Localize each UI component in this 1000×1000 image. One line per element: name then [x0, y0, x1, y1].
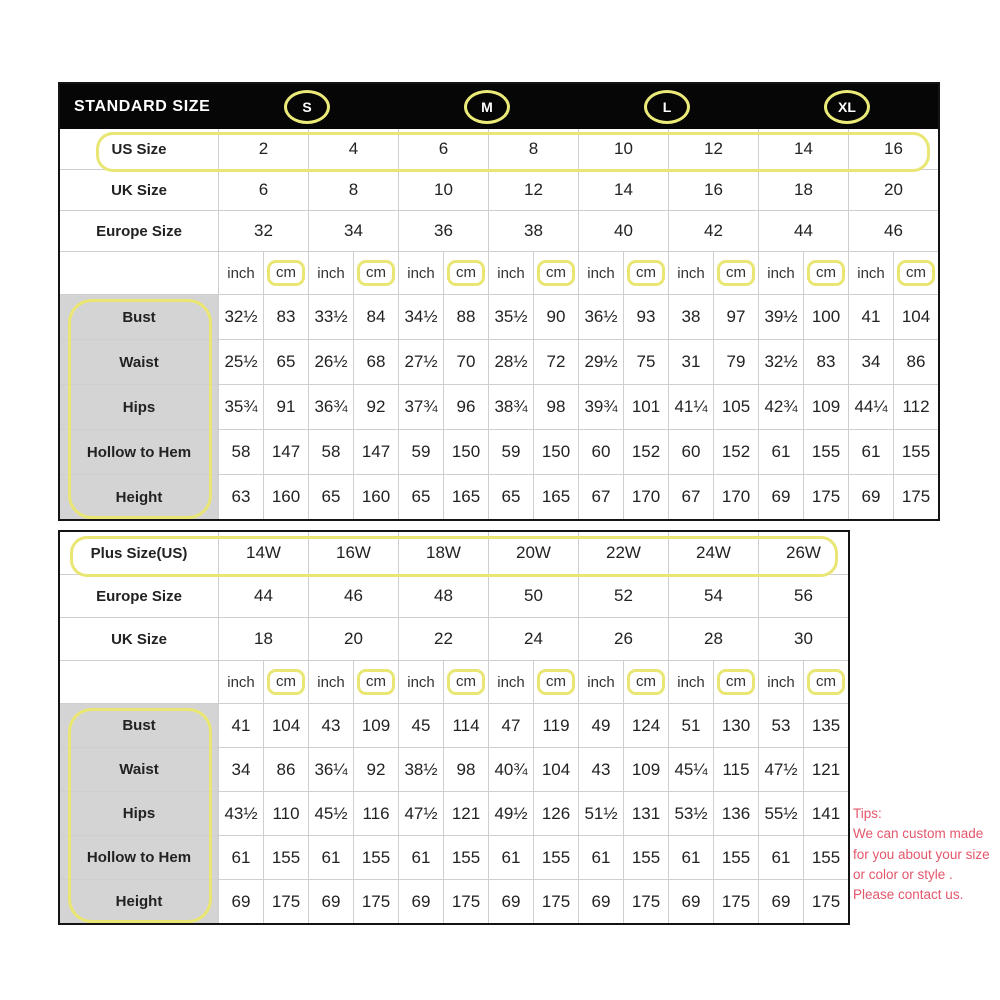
size-group-oval-s: S — [284, 90, 330, 124]
measure-value: 43½ — [219, 792, 263, 835]
size-value: 14W — [219, 532, 308, 574]
tips-title: Tips: — [853, 806, 882, 821]
size-row-label: US Size — [60, 129, 218, 169]
measure-value: 61 — [849, 430, 893, 474]
cm-unit-cell — [534, 252, 578, 294]
cm-highlight-badge: cm — [357, 669, 395, 695]
tips-line: or color or style . — [853, 866, 953, 882]
cm-unit-cell — [804, 661, 848, 703]
size-value: 20 — [849, 170, 938, 210]
measure-value: 69 — [399, 880, 443, 923]
measure-value: 175 — [624, 880, 668, 923]
measure-value: 86 — [894, 340, 938, 384]
measure-value: 86 — [264, 748, 308, 791]
measure-value: 53½ — [669, 792, 713, 835]
measure-value: 45¼ — [669, 748, 713, 791]
size-value: 48 — [399, 575, 488, 617]
inch-unit-cell: inch — [579, 252, 623, 294]
measure-value: 49½ — [489, 792, 533, 835]
measure-value: 155 — [624, 836, 668, 879]
cm-highlight-badge: cm — [627, 260, 665, 286]
cm-unit-cell — [624, 661, 668, 703]
measure-value: 124 — [624, 704, 668, 747]
cm-highlight-badge: cm — [627, 669, 665, 695]
size-value: 28 — [669, 618, 758, 660]
size-value: 26W — [759, 532, 848, 574]
measure-value: 69 — [579, 880, 623, 923]
size-value: 16 — [669, 170, 758, 210]
measure-value: 69 — [759, 475, 803, 519]
measure-row-label: Waist — [60, 340, 218, 384]
measure-value: 34 — [219, 748, 263, 791]
measure-value: 43 — [579, 748, 623, 791]
measure-value: 59 — [489, 430, 533, 474]
cm-highlight-badge: cm — [897, 260, 935, 286]
measure-value: 126 — [534, 792, 578, 835]
measure-value: 92 — [354, 748, 398, 791]
size-value: 32 — [219, 211, 308, 251]
inch-unit-cell: inch — [579, 661, 623, 703]
measure-value: 104 — [534, 748, 578, 791]
measure-value: 114 — [444, 704, 488, 747]
measure-value: 150 — [534, 430, 578, 474]
cm-highlight-badge: cm — [807, 669, 845, 695]
tips-line: for you about your size — [853, 846, 990, 862]
size-row-label: UK Size — [60, 618, 218, 660]
size-value: 54 — [669, 575, 758, 617]
measure-value: 45 — [399, 704, 443, 747]
size-value: 38 — [489, 211, 578, 251]
size-value: 16 — [849, 129, 938, 169]
size-row-label: Europe Size — [60, 575, 218, 617]
tips-line: Please contact us. — [853, 887, 964, 902]
measure-row-label: Height — [60, 880, 218, 923]
cm-highlight-badge: cm — [267, 669, 305, 695]
measure-row-label: Hips — [60, 792, 218, 835]
cm-highlight-badge: cm — [267, 260, 305, 286]
standard-size-title: STANDARD SIZE — [74, 97, 211, 115]
measure-value: 175 — [714, 880, 758, 923]
cm-unit-cell — [444, 661, 488, 703]
measure-value: 34½ — [399, 295, 443, 339]
inch-unit-cell: inch — [219, 661, 263, 703]
size-row-label: UK Size — [60, 170, 218, 210]
measure-value: 69 — [759, 880, 803, 923]
measure-value: 70 — [444, 340, 488, 384]
measure-value: 155 — [444, 836, 488, 879]
measure-value: 175 — [804, 475, 848, 519]
measure-value: 79 — [714, 340, 758, 384]
measure-value: 51½ — [579, 792, 623, 835]
measure-value: 121 — [804, 748, 848, 791]
plus-size-grid — [60, 532, 848, 923]
size-value: 18 — [759, 170, 848, 210]
cm-unit-cell — [354, 252, 398, 294]
measure-value: 26½ — [309, 340, 353, 384]
measure-value: 165 — [444, 475, 488, 519]
measure-value: 47½ — [759, 748, 803, 791]
measure-value: 175 — [894, 475, 938, 519]
measure-value: 109 — [624, 748, 668, 791]
size-value: 46 — [849, 211, 938, 251]
measure-value: 83 — [804, 340, 848, 384]
measure-value: 38 — [669, 295, 713, 339]
measure-value: 45½ — [309, 792, 353, 835]
measure-value: 155 — [264, 836, 308, 879]
measure-value: 36¼ — [309, 748, 353, 791]
inch-unit-cell: inch — [759, 252, 803, 294]
measure-value: 65 — [309, 475, 353, 519]
measure-value: 155 — [804, 430, 848, 474]
size-value: 40 — [579, 211, 668, 251]
size-value: 44 — [219, 575, 308, 617]
tips-lines — [853, 824, 1000, 905]
inch-unit-cell: inch — [399, 252, 443, 294]
size-value: 20 — [309, 618, 398, 660]
measure-value: 39½ — [759, 295, 803, 339]
cm-unit-cell — [264, 661, 308, 703]
measure-value: 44¼ — [849, 385, 893, 429]
measure-value: 55½ — [759, 792, 803, 835]
measure-value: 104 — [264, 704, 308, 747]
measure-value: 119 — [534, 704, 578, 747]
measure-value: 27½ — [399, 340, 443, 384]
size-group-oval-xl: XL — [824, 90, 870, 124]
measure-value: 116 — [354, 792, 398, 835]
measure-value: 109 — [354, 704, 398, 747]
cm-highlight-badge: cm — [807, 260, 845, 286]
measure-value: 59 — [399, 430, 443, 474]
measure-value: 90 — [534, 295, 578, 339]
cm-unit-cell — [354, 661, 398, 703]
measure-value: 69 — [489, 880, 533, 923]
size-value: 10 — [399, 170, 488, 210]
measure-value: 67 — [669, 475, 713, 519]
size-value: 20W — [489, 532, 578, 574]
measure-value: 32½ — [759, 340, 803, 384]
size-row-label: Europe Size — [60, 211, 218, 251]
measure-value: 170 — [624, 475, 668, 519]
size-value: 56 — [759, 575, 848, 617]
size-value: 26 — [579, 618, 668, 660]
measure-value: 61 — [399, 836, 443, 879]
size-value: 18 — [219, 618, 308, 660]
size-value: 18W — [399, 532, 488, 574]
measure-value: 29½ — [579, 340, 623, 384]
standard-size-grid — [60, 129, 938, 519]
measure-value: 130 — [714, 704, 758, 747]
measure-value: 175 — [444, 880, 488, 923]
cm-highlight-badge: cm — [717, 669, 755, 695]
measure-value: 68 — [354, 340, 398, 384]
measure-value: 96 — [444, 385, 488, 429]
measure-value: 160 — [264, 475, 308, 519]
cm-unit-cell — [264, 252, 308, 294]
measure-value: 61 — [489, 836, 533, 879]
cm-highlight-badge: cm — [537, 260, 575, 286]
measure-value: 41 — [219, 704, 263, 747]
size-value: 22W — [579, 532, 668, 574]
cm-unit-cell — [444, 252, 488, 294]
size-value: 2 — [219, 129, 308, 169]
measure-row-label: Hips — [60, 385, 218, 429]
measure-value: 175 — [354, 880, 398, 923]
measure-value: 97 — [714, 295, 758, 339]
measure-value: 72 — [534, 340, 578, 384]
size-value: 14 — [579, 170, 668, 210]
size-row-label: Plus Size(US) — [60, 532, 218, 574]
measure-value: 39¾ — [579, 385, 623, 429]
measure-value: 33½ — [309, 295, 353, 339]
size-value: 50 — [489, 575, 578, 617]
measure-value: 155 — [354, 836, 398, 879]
size-value: 6 — [219, 170, 308, 210]
measure-value: 155 — [894, 430, 938, 474]
measure-value: 35¾ — [219, 385, 263, 429]
measure-value: 175 — [804, 880, 848, 923]
size-value: 4 — [309, 129, 398, 169]
inch-unit-cell: inch — [489, 661, 533, 703]
size-value: 24W — [669, 532, 758, 574]
size-value: 8 — [309, 170, 398, 210]
measure-value: 135 — [804, 704, 848, 747]
measure-value: 115 — [714, 748, 758, 791]
measure-value: 28½ — [489, 340, 533, 384]
measure-value: 175 — [264, 880, 308, 923]
measure-value: 112 — [894, 385, 938, 429]
measure-value: 61 — [309, 836, 353, 879]
size-value: 10 — [579, 129, 668, 169]
measure-row-label: Bust — [60, 295, 218, 339]
size-value: 14 — [759, 129, 848, 169]
measure-value: 61 — [219, 836, 263, 879]
measure-value: 42¾ — [759, 385, 803, 429]
cm-highlight-badge: cm — [447, 260, 485, 286]
inch-unit-cell: inch — [489, 252, 533, 294]
standard-size-header — [60, 84, 938, 129]
measure-value: 37¾ — [399, 385, 443, 429]
inch-unit-cell: inch — [309, 252, 353, 294]
measure-value: 69 — [669, 880, 713, 923]
inch-unit-cell: inch — [849, 252, 893, 294]
measure-value: 61 — [579, 836, 623, 879]
measure-value: 69 — [309, 880, 353, 923]
measure-value: 65 — [489, 475, 533, 519]
measure-value: 34 — [849, 340, 893, 384]
size-value: 30 — [759, 618, 848, 660]
size-value: 52 — [579, 575, 668, 617]
inch-unit-cell: inch — [219, 252, 263, 294]
unit-row-label — [60, 661, 218, 703]
measure-value: 98 — [534, 385, 578, 429]
measure-value: 47½ — [399, 792, 443, 835]
measure-value: 84 — [354, 295, 398, 339]
measure-value: 51 — [669, 704, 713, 747]
measure-value: 170 — [714, 475, 758, 519]
measure-value: 88 — [444, 295, 488, 339]
size-value: 24 — [489, 618, 578, 660]
measure-value: 38½ — [399, 748, 443, 791]
size-value: 12 — [489, 170, 578, 210]
cm-highlight-badge: cm — [447, 669, 485, 695]
size-value: 6 — [399, 129, 488, 169]
measure-value: 98 — [444, 748, 488, 791]
size-value: 8 — [489, 129, 578, 169]
measure-value: 147 — [264, 430, 308, 474]
measure-value: 41¼ — [669, 385, 713, 429]
measure-value: 58 — [219, 430, 263, 474]
measure-value: 109 — [804, 385, 848, 429]
measure-value: 61 — [669, 836, 713, 879]
measure-row-label: Hollow to Hem — [60, 836, 218, 879]
measure-value: 152 — [624, 430, 668, 474]
measure-value: 61 — [759, 430, 803, 474]
custom-made-tips — [853, 804, 1000, 905]
measure-value: 41 — [849, 295, 893, 339]
measure-value: 65 — [399, 475, 443, 519]
inch-unit-cell: inch — [759, 661, 803, 703]
size-value: 22 — [399, 618, 488, 660]
measure-value: 75 — [624, 340, 668, 384]
measure-value: 165 — [534, 475, 578, 519]
measure-value: 31 — [669, 340, 713, 384]
measure-value: 152 — [714, 430, 758, 474]
cm-unit-cell — [714, 252, 758, 294]
cm-unit-cell — [804, 252, 848, 294]
measure-value: 131 — [624, 792, 668, 835]
inch-unit-cell: inch — [309, 661, 353, 703]
measure-value: 155 — [804, 836, 848, 879]
cm-unit-cell — [624, 252, 668, 294]
measure-row-label: Hollow to Hem — [60, 430, 218, 474]
measure-value: 63 — [219, 475, 263, 519]
cm-highlight-badge: cm — [717, 260, 755, 286]
measure-value: 150 — [444, 430, 488, 474]
size-value: 42 — [669, 211, 758, 251]
plus-size-table — [58, 530, 850, 925]
measure-row-label: Height — [60, 475, 218, 519]
measure-value: 83 — [264, 295, 308, 339]
unit-row-label — [60, 252, 218, 294]
measure-row-label: Bust — [60, 704, 218, 747]
tips-line: We can custom made — [853, 826, 984, 842]
measure-value: 110 — [264, 792, 308, 835]
cm-unit-cell — [534, 661, 578, 703]
measure-value: 38¾ — [489, 385, 533, 429]
size-value: 12 — [669, 129, 758, 169]
cm-highlight-badge: cm — [537, 669, 575, 695]
measure-value: 61 — [759, 836, 803, 879]
measure-value: 67 — [579, 475, 623, 519]
measure-value: 141 — [804, 792, 848, 835]
size-value: 46 — [309, 575, 398, 617]
measure-value: 121 — [444, 792, 488, 835]
measure-value: 69 — [219, 880, 263, 923]
measure-value: 93 — [624, 295, 668, 339]
cm-highlight-badge: cm — [357, 260, 395, 286]
measure-value: 60 — [669, 430, 713, 474]
measure-value: 47 — [489, 704, 533, 747]
measure-value: 36¾ — [309, 385, 353, 429]
measure-value: 92 — [354, 385, 398, 429]
measure-value: 49 — [579, 704, 623, 747]
measure-value: 65 — [264, 340, 308, 384]
measure-value: 35½ — [489, 295, 533, 339]
measure-value: 104 — [894, 295, 938, 339]
measure-value: 155 — [534, 836, 578, 879]
size-value: 44 — [759, 211, 848, 251]
measure-value: 101 — [624, 385, 668, 429]
size-value: 36 — [399, 211, 488, 251]
measure-value: 40¾ — [489, 748, 533, 791]
inch-unit-cell: inch — [669, 661, 713, 703]
inch-unit-cell: inch — [399, 661, 443, 703]
size-group-oval-l: L — [644, 90, 690, 124]
measure-value: 69 — [849, 475, 893, 519]
measure-value: 160 — [354, 475, 398, 519]
measure-value: 91 — [264, 385, 308, 429]
cm-unit-cell — [714, 661, 758, 703]
measure-value: 105 — [714, 385, 758, 429]
measure-value: 53 — [759, 704, 803, 747]
measure-value: 147 — [354, 430, 398, 474]
measure-value: 155 — [714, 836, 758, 879]
measure-value: 43 — [309, 704, 353, 747]
measure-row-label: Waist — [60, 748, 218, 791]
measure-value: 32½ — [219, 295, 263, 339]
size-value: 34 — [309, 211, 398, 251]
inch-unit-cell: inch — [669, 252, 713, 294]
measure-value: 100 — [804, 295, 848, 339]
measure-value: 58 — [309, 430, 353, 474]
measure-value: 25½ — [219, 340, 263, 384]
standard-size-table — [58, 82, 940, 521]
size-value: 16W — [309, 532, 398, 574]
cm-unit-cell — [894, 252, 938, 294]
size-group-oval-m: M — [464, 90, 510, 124]
measure-value: 136 — [714, 792, 758, 835]
measure-value: 36½ — [579, 295, 623, 339]
measure-value: 175 — [534, 880, 578, 923]
measure-value: 60 — [579, 430, 623, 474]
